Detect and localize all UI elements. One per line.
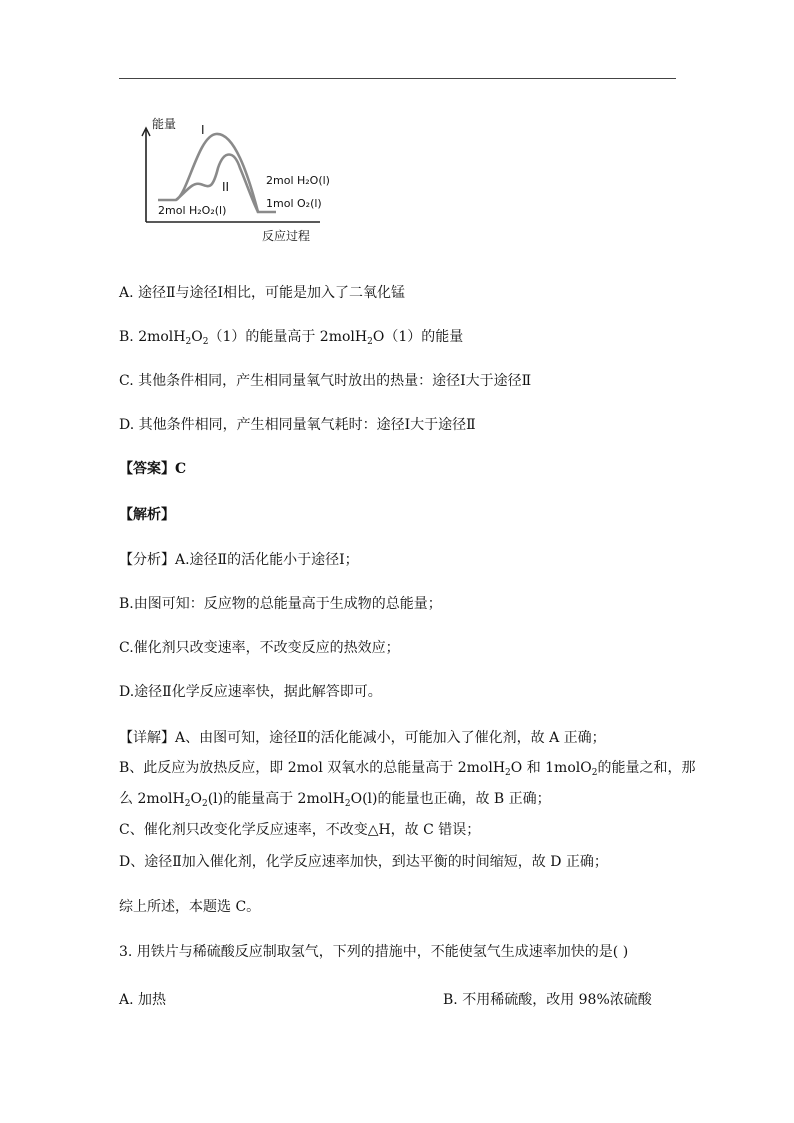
option-b-part: O: [191, 329, 203, 345]
path-2-label: II: [222, 180, 230, 194]
detail-line-3: [119, 789, 551, 814]
energy-diagram-svg: [130, 112, 350, 247]
option-b-part: B. 2molH: [119, 329, 186, 345]
subscript: 2: [505, 768, 511, 778]
option-d: D. 其他条件相同，产生相同量氧气耗时：途径Ⅰ大于途径Ⅱ: [119, 417, 476, 433]
option-a: A. 途径Ⅱ与途径Ⅰ相比，可能是加入了二氧化锰: [119, 285, 406, 301]
header-rule: [119, 78, 676, 79]
option-c: C. 其他条件相同，产生相同量氧气时放出的热量：途径Ⅰ大于途径Ⅱ: [119, 373, 532, 389]
detail-part: 的能量之和，那: [597, 760, 696, 776]
x-axis-label: 反应过程: [262, 229, 311, 243]
analysis-line-3: C.催化剂只改变速率，不改变反应的热效应；: [119, 640, 400, 656]
detail-part: 么 2molH: [119, 791, 185, 807]
energy-diagram: [130, 112, 350, 247]
subscript: 2: [184, 799, 191, 809]
product-label-2: 1mol O₂(l): [266, 197, 322, 210]
detail-part: O: [190, 791, 202, 807]
path-1-label: I: [201, 123, 205, 137]
detail-line-1: 【详解】A、由图可知，途径Ⅱ的活化能减小，可能加入了催化剂，故 A 正确；: [119, 730, 606, 746]
analysis-header: 【解析】: [119, 507, 175, 523]
question-3-option-b: B. 不用稀硫酸，改用 98%浓硫酸: [443, 992, 652, 1008]
option-b-part: O（1）的能量: [372, 329, 464, 345]
answer: [119, 459, 186, 479]
analysis-line-2: B.由图可知：反应物的总能量高于生成物的总能量；: [119, 596, 442, 612]
question-3-stem: 3. 用铁片与稀硫酸反应制取氢气，下列的措施中，不能使氢气生成速率加快的是( ): [119, 944, 629, 960]
subscript: 2: [591, 768, 598, 778]
detail-part: O 和 1molO: [510, 760, 592, 776]
analysis-line-1: 【分析】A.途径Ⅱ的活化能小于途径Ⅰ；: [119, 552, 359, 568]
detail-part: B、此反应为放热反应，即 2mol 双氧水的总能量高于 2molH: [119, 760, 506, 776]
option-b: [119, 327, 463, 352]
summary: 综上所述，本题选 C。: [119, 899, 261, 915]
reactant-label: 2mol H₂O₂(l): [158, 204, 227, 217]
detail-part: O(l)的能量也正确，故 B 正确；: [350, 791, 551, 807]
detail-line-4: C、催化剂只改变化学反应速率，不改变△H，故 C 错误；: [119, 822, 481, 838]
subscript: 2: [367, 337, 373, 347]
detail-line-5: D、途径Ⅱ加入催化剂，化学反应速率加快，到达平衡的时间缩短，故 D 正确；: [119, 854, 608, 870]
answer-text: 【答案】C: [119, 461, 187, 477]
analysis-line-4: D.途径Ⅱ化学反应速率快，据此解答即可。: [119, 684, 382, 700]
product-label-1: 2mol H₂O(l): [266, 174, 330, 187]
question-3-option-a: A. 加热: [119, 992, 167, 1008]
detail-part: (l)的能量高于 2molH: [207, 791, 345, 807]
subscript: 2: [201, 799, 208, 809]
subscript: 2: [344, 799, 351, 809]
subscript: 2: [185, 337, 192, 347]
subscript: 2: [202, 337, 209, 347]
y-axis-label: 能量: [152, 117, 177, 131]
detail-line-2: [119, 758, 695, 783]
option-b-part: （1）的能量高于 2molH: [208, 329, 368, 345]
